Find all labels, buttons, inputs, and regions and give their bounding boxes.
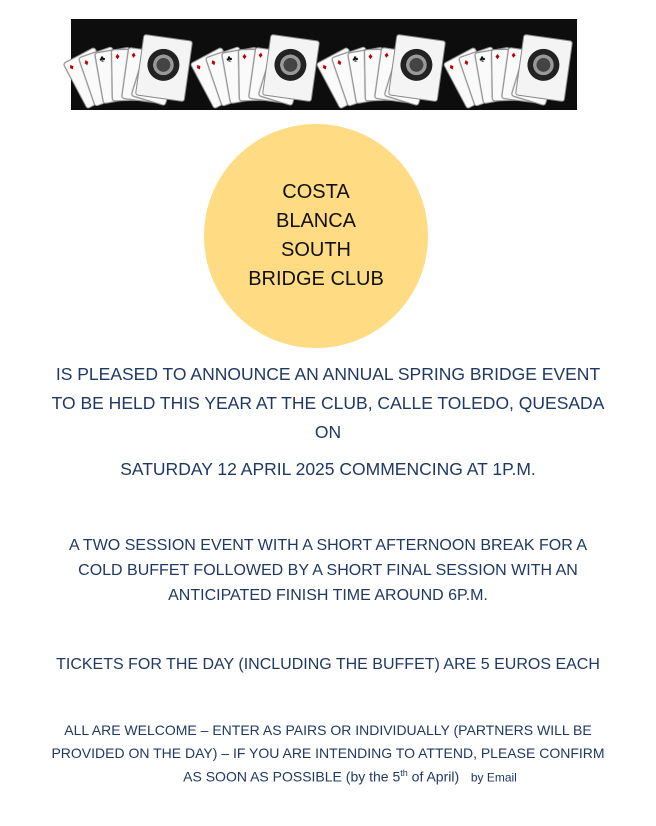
playing-cards-fan-icon: [67, 23, 193, 107]
card-pip-icon: ♦: [257, 49, 264, 60]
banner-image: [67, 19, 577, 110]
playing-cards-fan-icon: [446, 23, 573, 107]
club-emblem-card-icon: [515, 33, 573, 101]
event-description-line-1: A TWO SESSION EVENT WITH A SHORT AFTERNOON BREAK FOR A: [68, 537, 588, 554]
card-pip-icon: ♦: [82, 56, 91, 68]
club-name-line-4: BRIDGE CLUB: [248, 268, 384, 290]
event-date: SATURDAY 12 APRIL 2025 COMMENCING AT 1P.M.: [120, 459, 536, 479]
card-pip-icon: ♣: [225, 52, 233, 64]
emblem-icon: [272, 46, 308, 82]
confirm-deadline-text: AS SOON AS POSSIBLE (by the 5: [183, 768, 401, 785]
emblem-icon: [399, 46, 435, 82]
card-pip-icon: ♦: [130, 49, 137, 60]
tickets-info: TICKETS FOR THE DAY (INCLUDING THE BUFFET) ARE 5 EUROS EACH: [56, 656, 600, 673]
emblem-icon: [146, 46, 182, 82]
welcome-line-2: PROVIDED ON THE DAY) – IF YOU ARE INTENDING TO ATTEND, PLEASE CONFIRM: [51, 745, 605, 761]
card-pip-icon: ♦: [209, 56, 217, 68]
announcement-line-2: TO BE HELD THIS YEAR AT THE CLUB, CALLE TOLEDO, QUESADA: [51, 393, 605, 413]
card-pip-icon: ♦: [320, 60, 330, 72]
card-pip-icon: ♦: [494, 50, 500, 61]
club-logo-circle: [204, 124, 428, 348]
card-pip-icon: ♦: [383, 49, 390, 60]
card-pip-icon: ♦: [115, 50, 121, 61]
playing-cards-fan-icon: [193, 23, 320, 107]
club-name-line-2: BLANCA: [275, 210, 357, 232]
card-pip-icon: ♣: [98, 52, 107, 64]
card-pip-icon: ♦: [446, 60, 456, 72]
club-name: [241, 178, 391, 294]
welcome-line-3: [22, 768, 656, 785]
card-pip-icon: ♦: [241, 50, 247, 61]
club-emblem-card-icon: [388, 33, 446, 101]
card-pip-icon: ♦: [462, 56, 470, 68]
card-pip-icon: ♣: [478, 52, 486, 64]
event-description-line-3: ANTICIPATED FINISH TIME AROUND 6P.M.: [168, 587, 488, 604]
playing-cards-fan-icon: [320, 23, 446, 107]
announcement-line-1: IS PLEASED TO ANNOUNCE AN ANNUAL SPRING BRIDGE EVENT: [55, 364, 601, 384]
club-emblem-card-icon: [262, 33, 320, 101]
card-pip-icon: ♦: [368, 50, 374, 61]
card-pip-icon: ♦: [510, 49, 517, 60]
emblem-icon: [525, 46, 561, 82]
card-pip-icon: ♦: [335, 56, 344, 68]
card-pip-icon: ♦: [67, 60, 77, 72]
club-emblem-card-icon: [135, 33, 193, 101]
club-name-line-1: COSTA: [282, 181, 350, 203]
welcome-line-1: ALL ARE WELCOME – ENTER AS PAIRS OR INDIVIDUALLY (PARTNERS WILL BE: [64, 722, 592, 738]
club-name-line-3: SOUTH: [281, 239, 351, 261]
email-contact-text: by Email: [470, 770, 517, 785]
confirm-deadline-month: of April): [407, 768, 460, 785]
card-pip-icon: ♣: [351, 52, 360, 64]
announcement-line-3: ON: [314, 422, 342, 442]
ordinal-suffix: th: [400, 768, 408, 778]
card-pip-icon: ♦: [193, 60, 203, 72]
event-description-line-2: COLD BUFFET FOLLOWED BY A SHORT FINAL SESSION WITH AN: [78, 562, 578, 579]
